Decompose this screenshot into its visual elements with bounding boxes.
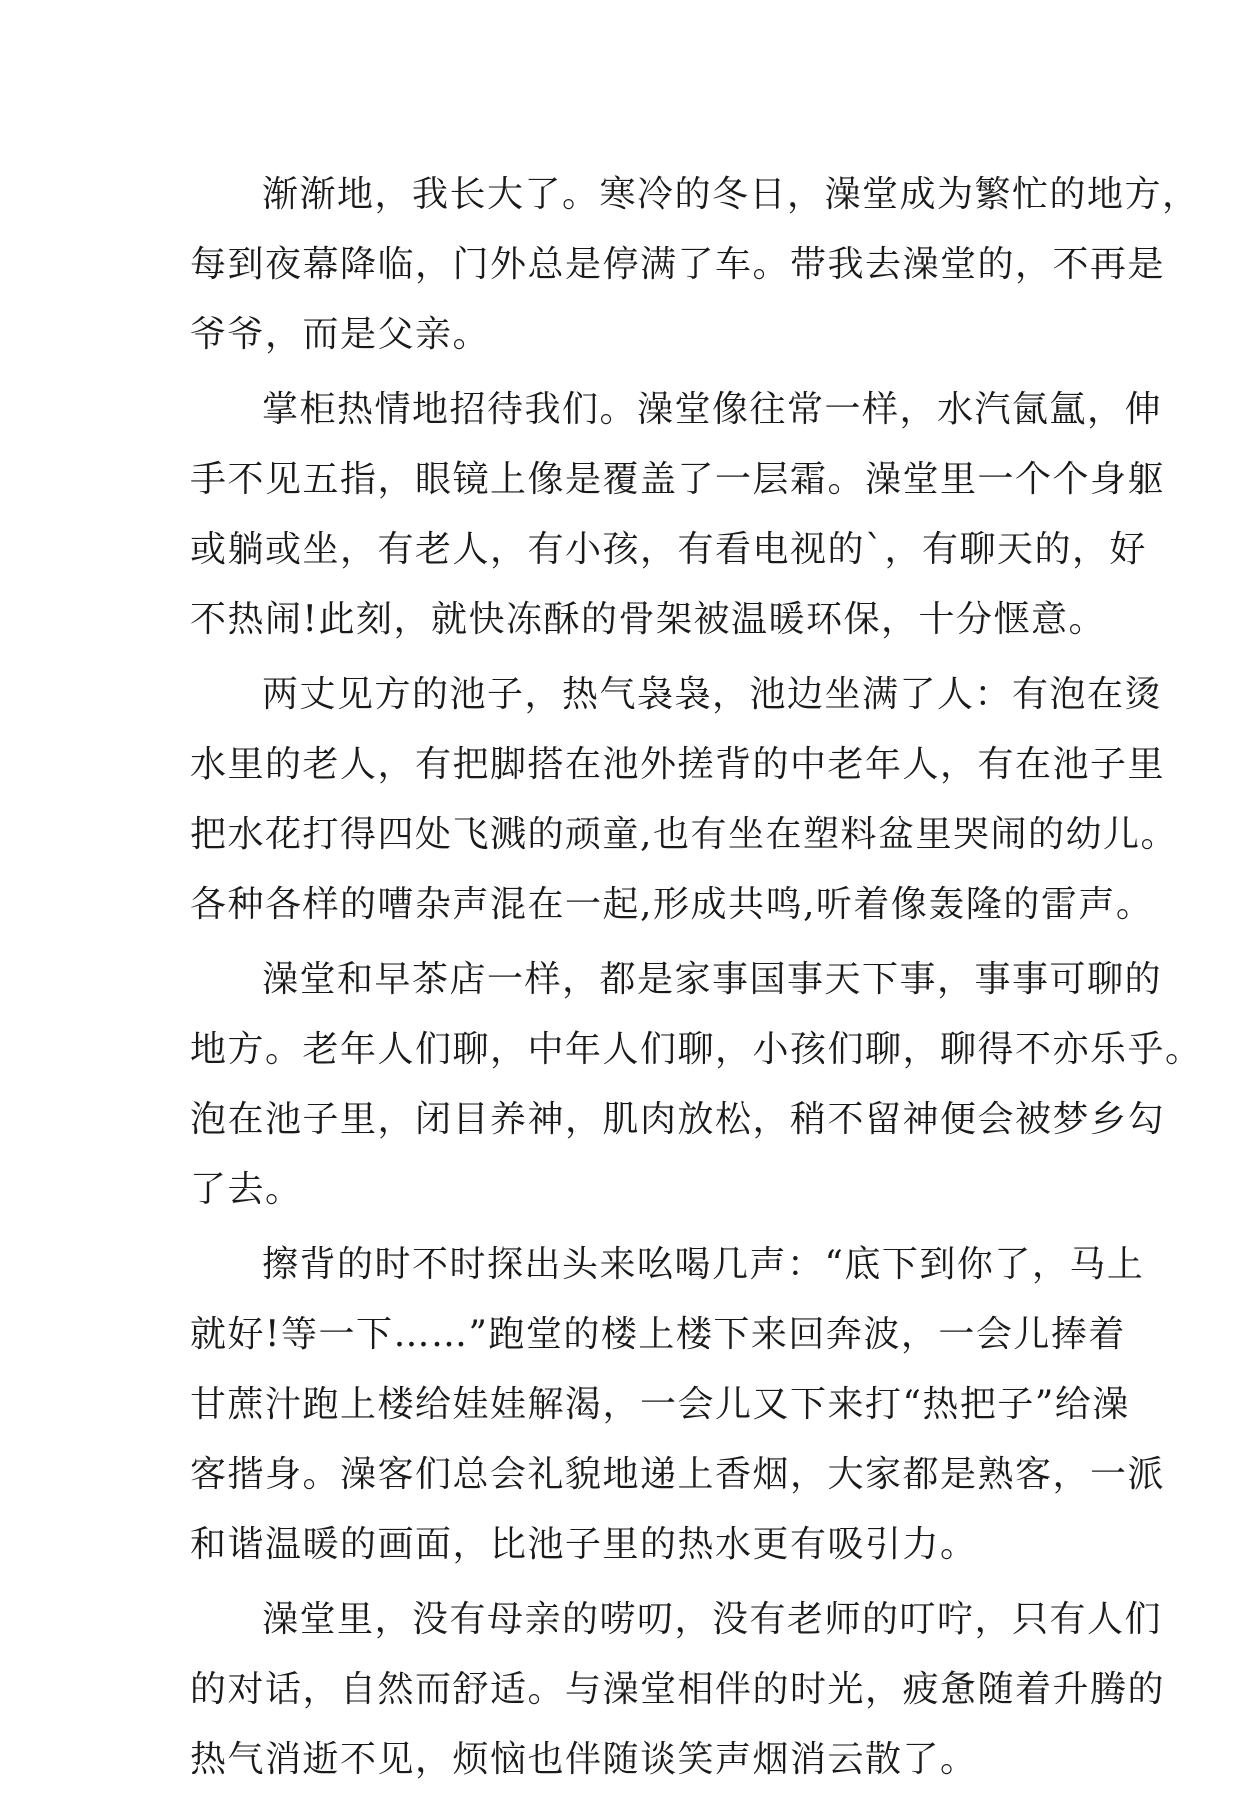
text-line: 把水花打得四处飞溅的顽童,也有坐在塑料盆里哭闹的幼儿。	[190, 814, 1178, 855]
text-line: 客揩身。澡客们总会礼貌地递上香烟，大家都是熟客，一派	[190, 1454, 1166, 1495]
text-line: 手不见五指，眼镜上像是覆盖了一层霜。澡堂里一个个身躯	[190, 459, 1166, 500]
text-line: 甘蔗汁跑上楼给娃娃解渴，一会儿又下来打“热把子”给澡	[190, 1384, 1130, 1425]
text-line: 或躺或坐，有老人，有小孩，有看电视的`，有聊天的，好	[190, 529, 1148, 570]
text-line: 各种各样的嘈杂声混在一起,形成共鸣,听着像轰隆的雷声。	[190, 884, 1154, 925]
text-line: 渐渐地，我长大了。寒冷的冬日，澡堂成为繁忙的地方，	[262, 174, 1200, 215]
text-line: 澡堂和早茶店一样，都是家事国事天下事，事事可聊的	[262, 959, 1163, 1000]
body-text	[190, 160, 1203, 1800]
text-line: 热气消逝不见，烦恼也伴随谈笑声烟消云散了。	[190, 1739, 978, 1780]
paragraph-4	[190, 945, 1203, 1225]
text-line: 泡在池子里，闭目养神，肌肉放松，稍不留神便会被梦乡勾	[190, 1099, 1166, 1140]
paragraph-1	[190, 160, 1200, 370]
paragraph-5	[190, 1230, 1166, 1580]
text-line: 不热闹!此刻，就快冻酥的骨架被温暖环保，十分惬意。	[190, 599, 1106, 640]
paragraph-3	[190, 660, 1178, 940]
text-line: 地方。老年人们聊，中年人们聊，小孩们聊，聊得不亦乐乎。	[190, 1029, 1203, 1070]
text-line: 的对话，自然而舒适。与澡堂相伴的时光，疲惫随着升腾的	[190, 1669, 1166, 1710]
text-line: 澡堂里，没有母亲的唠叨，没有老师的叮咛，只有人们	[262, 1599, 1163, 1640]
text-line: 了去。	[190, 1169, 303, 1210]
paragraph-6	[190, 1585, 1166, 1795]
text-line: 和谐温暖的画面，比池子里的热水更有吸引力。	[190, 1524, 978, 1565]
text-line: 两丈见方的池子，热气袅袅，池边坐满了人：有泡在烫	[262, 674, 1163, 715]
paragraph-2	[190, 375, 1166, 655]
text-line: 就好!等一下……”跑堂的楼上楼下来回奔波，一会儿捧着	[190, 1314, 1126, 1355]
text-line: 掌柜热情地招待我们。澡堂像往常一样，水汽氤氲，伸	[262, 389, 1163, 430]
text-line: 擦背的时不时探出头来吆喝几声：“底下到你了，马上	[262, 1244, 1145, 1285]
text-line: 每到夜幕降临，门外总是停满了车。带我去澡堂的，不再是	[190, 244, 1166, 285]
text-line: 爷爷，而是父亲。	[190, 314, 491, 355]
text-line: 水里的老人，有把脚搭在池外搓背的中老年人，有在池子里	[190, 744, 1166, 785]
